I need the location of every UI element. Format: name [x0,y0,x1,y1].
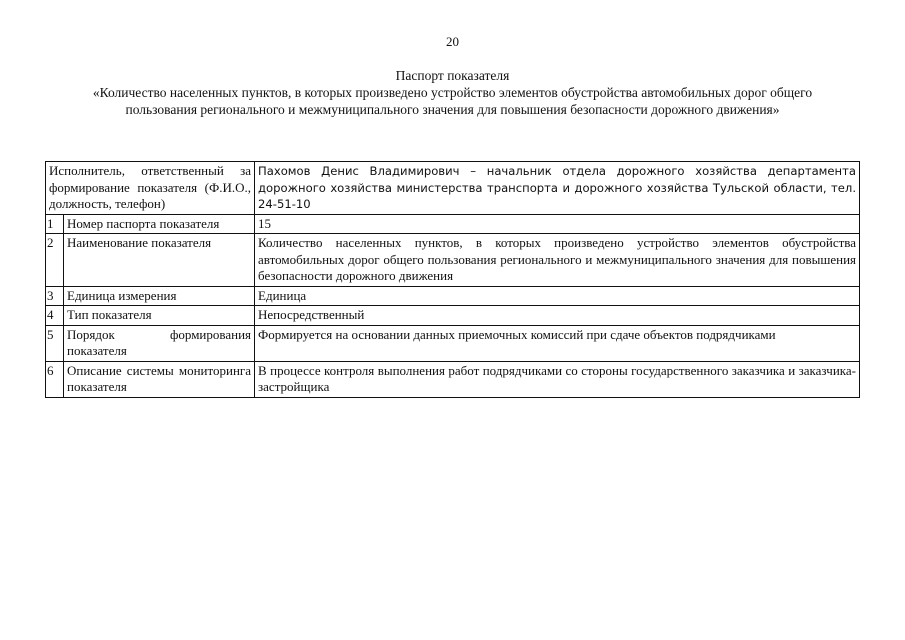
row-number: 2 [46,234,64,287]
row-number: 1 [46,214,64,234]
document-subtitle: «Количество населенных пунктов, в которых произведено устройство элементов обустройства автомобильных дорог общего пользования регионального и межмуниципального значения для повышения безопасности дорожного движения» [92,85,813,117]
row-value: Единица [255,286,860,306]
row-label: Тип показателя [64,306,255,326]
table-row-executor [46,162,860,215]
row-number: 4 [46,306,64,326]
row-number: 3 [46,286,64,306]
executor-label: Исполнитель, ответственный за формирование показателя (Ф.И.О., должность, телефон) [46,162,255,215]
row-value: Количество населенных пунктов, в которых произведено устройство элементов обустройства автомобильных дорог общего пользования регионального и межмуниципального значения для повышения безопасности дорожного движения [255,234,860,287]
row-value: Непосредственный [255,306,860,326]
row-value: Формируется на основании данных приемочных комиссий при сдаче объектов подрядчиками [255,325,860,361]
row-number: 6 [46,361,64,397]
row-label: Описание системы мониторинга показателя [64,361,255,397]
row-number: 5 [46,325,64,361]
indicator-passport-table [45,161,860,398]
page-number: 20 [446,34,459,49]
executor-value [255,162,860,215]
row-label: Наименование показателя [64,234,255,287]
table-row [46,214,860,234]
row-value: В процессе контроля выполнения работ подрядчиками со стороны государственного заказчика и заказчика-застройщика [255,361,860,397]
row-value: 15 [255,214,860,234]
row-label: Порядок формирования показателя [64,325,255,361]
document-heading [40,67,865,118]
row-label: Единица измерения [64,286,255,306]
table-row [46,286,860,306]
table-row [46,306,860,326]
table-row [46,234,860,287]
executor-details: – начальник отдела дорожного хозяйства департамента дорожного хозяйства министерства транспорта и дорожного хозяйства Тульской области, тел. 24-51-10 [258,164,857,211]
executor-name: Пахомов Денис Владимирович [258,164,460,178]
table-row [46,325,860,361]
row-label: Номер паспорта показателя [64,214,255,234]
document-title: Паспорт показателя [395,68,510,83]
table-row [46,361,860,397]
